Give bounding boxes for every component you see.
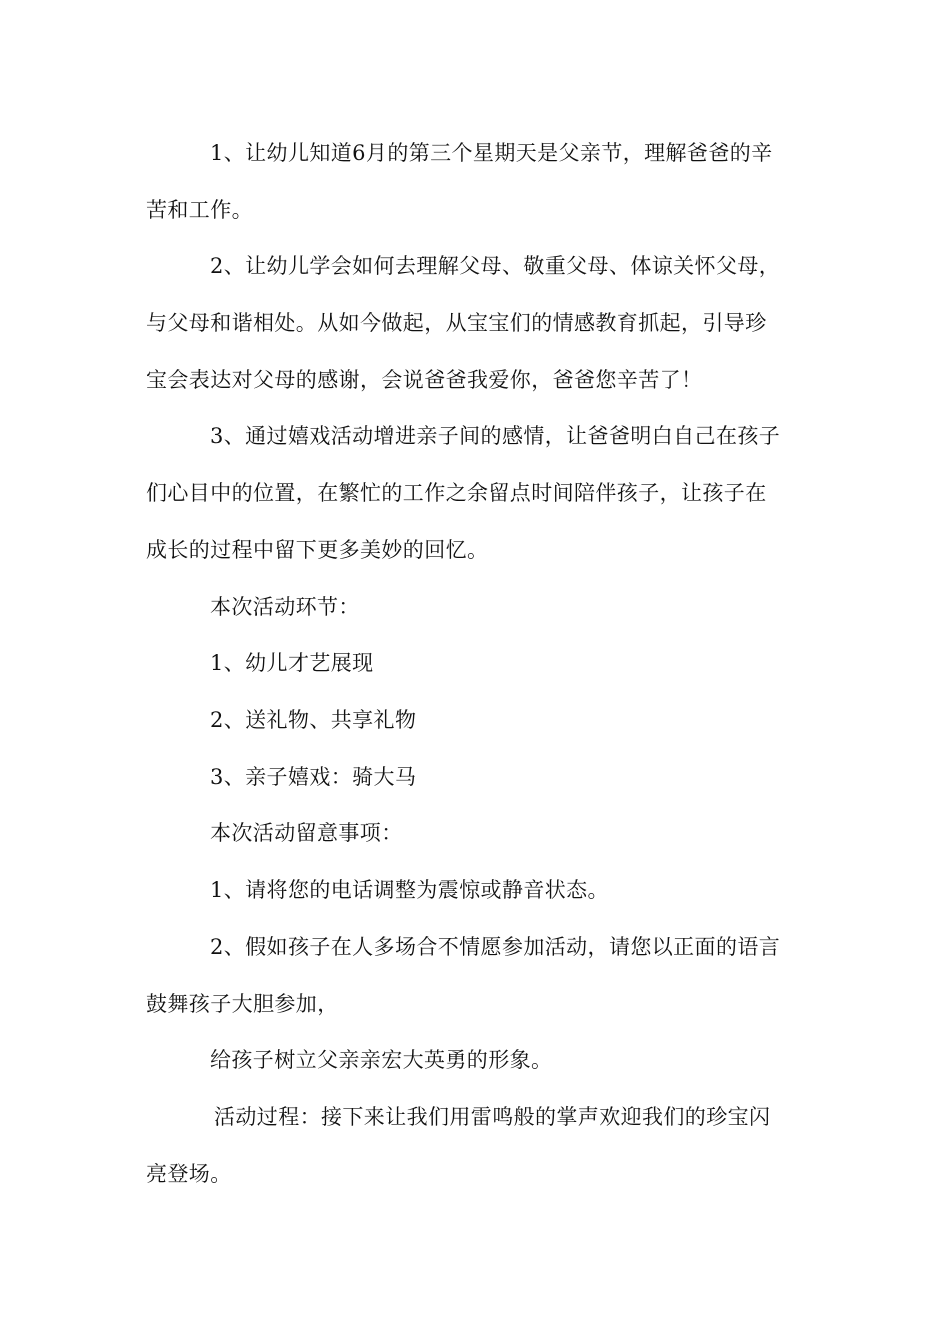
list-item: 3、亲子嬉戏：骑大马 <box>210 765 417 789</box>
paragraph-line: 2、让幼儿学会如何去理解父母、敬重父母、体谅关怀父母， <box>210 254 781 278</box>
paragraph-line: 亮登场。 <box>146 1162 232 1186</box>
paragraph-line: 苦和工作。 <box>146 198 253 222</box>
list-item: 2、假如孩子在人多场合不情愿参加活动，请您以正面的语言 <box>210 935 781 959</box>
paragraph-line: 宝会表达对父母的感谢，会说爸爸我爱你，爸爸您辛苦了！ <box>146 368 703 392</box>
list-item: 1、幼儿才艺展现 <box>210 651 374 675</box>
list-item: 2、送礼物、共享礼物 <box>210 708 417 732</box>
paragraph-line: 1、让幼儿知道6月的第三个星期天是父亲节，理解爸爸的辛 <box>210 141 773 165</box>
section-heading: 本次活动环节： <box>210 595 360 619</box>
list-item: 1、请将您的电话调整为震惊或静音状态。 <box>210 878 609 902</box>
section-heading: 本次活动留意事项： <box>210 821 403 845</box>
paragraph-line: 与父母和谐相处。从如今做起，从宝宝们的情感教育抓起，引导珍 <box>146 311 767 335</box>
paragraph-line: 鼓舞孩子大胆参加， <box>146 992 339 1016</box>
paragraph-line: 3、通过嬉戏活动增进亲子间的感情，让爸爸明白自己在孩子 <box>210 424 781 448</box>
paragraph-line: 给孩子树立父亲亲宏大英勇的形象。 <box>210 1048 553 1072</box>
paragraph-line: 活动过程：接下来让我们用雷鸣般的掌声欢迎我们的珍宝闪 <box>214 1105 771 1129</box>
paragraph-line: 成长的过程中留下更多美妙的回忆。 <box>146 538 489 562</box>
paragraph-line: 们心目中的位置，在繁忙的工作之余留点时间陪伴孩子，让孩子在 <box>146 481 767 505</box>
